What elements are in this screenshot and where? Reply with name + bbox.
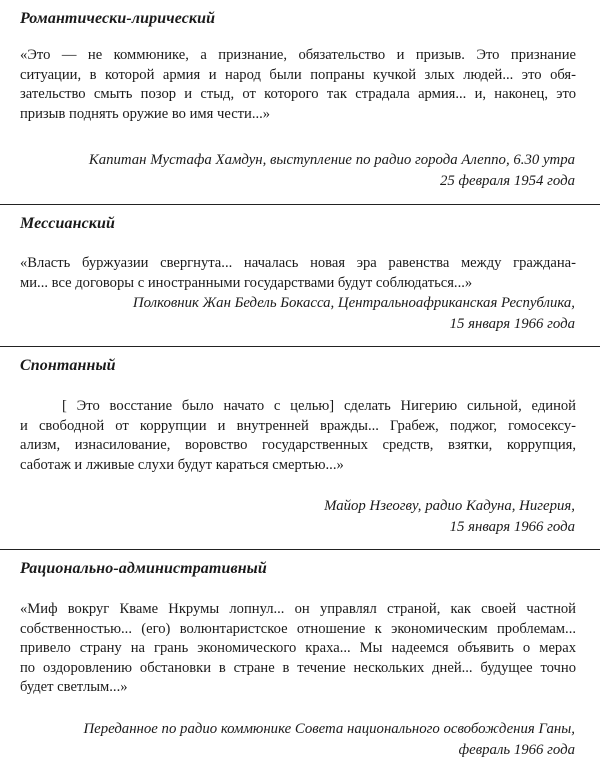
quote-line: призыв поднять оружие во имя чести...» xyxy=(20,105,271,122)
attribution-messianic xyxy=(15,293,575,335)
quote-line: саботаж и лживые слухи будут караться смертью...» xyxy=(20,456,344,473)
quote-line: будет светлым...» xyxy=(20,679,128,696)
attribution-line: Переданное по радио коммюнике Совета национального освобождения Ганы, xyxy=(83,721,575,737)
quote-line: «Миф вокруг Кваме Нкрумы лопнул... он управлял страной, как своей частной xyxy=(20,601,576,617)
quote-line: зательство смыть позор и стыд, от которого так страдала армия... и, наконец, это xyxy=(20,86,576,103)
section-heading-messianic: Мессианский xyxy=(20,215,115,232)
section-divider xyxy=(0,204,600,205)
attribution-line: 25 февраля 1954 года xyxy=(440,173,575,189)
section-divider xyxy=(0,549,600,550)
attribution-line: Майор Нзеогву, радио Кадуна, Нигерия, xyxy=(324,498,575,514)
quote-messianic xyxy=(20,254,576,293)
quote-spontaneous xyxy=(20,397,576,475)
quote-line: привело страну на грань экономического краха... Мы надеемся объявить о мерах xyxy=(20,640,576,657)
quote-line: «Это — не коммюнике, а признание, обязательство и призыв. Это признание xyxy=(20,47,576,63)
quote-line: по оздоровлению обстановки в стране в течение нескольких дней... будущее точно xyxy=(20,659,576,676)
attribution-line: Полковник Жан Бедель Бокасса, Центральноафриканская Республика, xyxy=(132,295,575,311)
attribution-line: февраль 1966 года xyxy=(458,742,575,758)
attribution-line: 15 января 1966 года xyxy=(449,316,575,332)
quote-romantic xyxy=(20,46,576,124)
quote-line: собственностью... (его) волюнтаристское отношение к экономическим проблемам... xyxy=(20,620,576,637)
quote-line: и свободной от коррупции и внутренней вражды... Грабеж, поджог, гомосексу- xyxy=(20,417,576,434)
section-heading-spontaneous: Спонтанный xyxy=(20,357,116,374)
attribution-rational xyxy=(15,719,575,761)
quote-line: ми... все договоры с иностранными государствами будут соблюдаться...» xyxy=(20,274,473,291)
section-heading-rational: Рационально-административный xyxy=(20,560,267,577)
section-divider xyxy=(0,346,600,347)
attribution-line: 15 января 1966 года xyxy=(449,519,575,535)
attribution-line: Капитан Мустафа Хамдун, выступление по радио города Алеппо, 6.30 утра xyxy=(88,152,575,168)
section-heading-romantic: Романтически-лирический xyxy=(20,10,216,27)
quote-line: «Власть буржуазии свергнута... началась новая эра равенства между гражданa- xyxy=(20,255,576,271)
attribution-romantic xyxy=(15,150,575,192)
quote-line: [ Это восстание было начато с целью] сделать Нигерию сильной, единой xyxy=(62,398,576,414)
quote-line: ализм, изнасилование, воровство государственных средств, взятки, коррупция, xyxy=(20,437,576,454)
quote-line: ситуации, в которой армия и народ были попраны кучкой злых людей... это обя- xyxy=(20,66,576,83)
attribution-spontaneous xyxy=(15,496,575,538)
quote-rational xyxy=(20,600,576,698)
